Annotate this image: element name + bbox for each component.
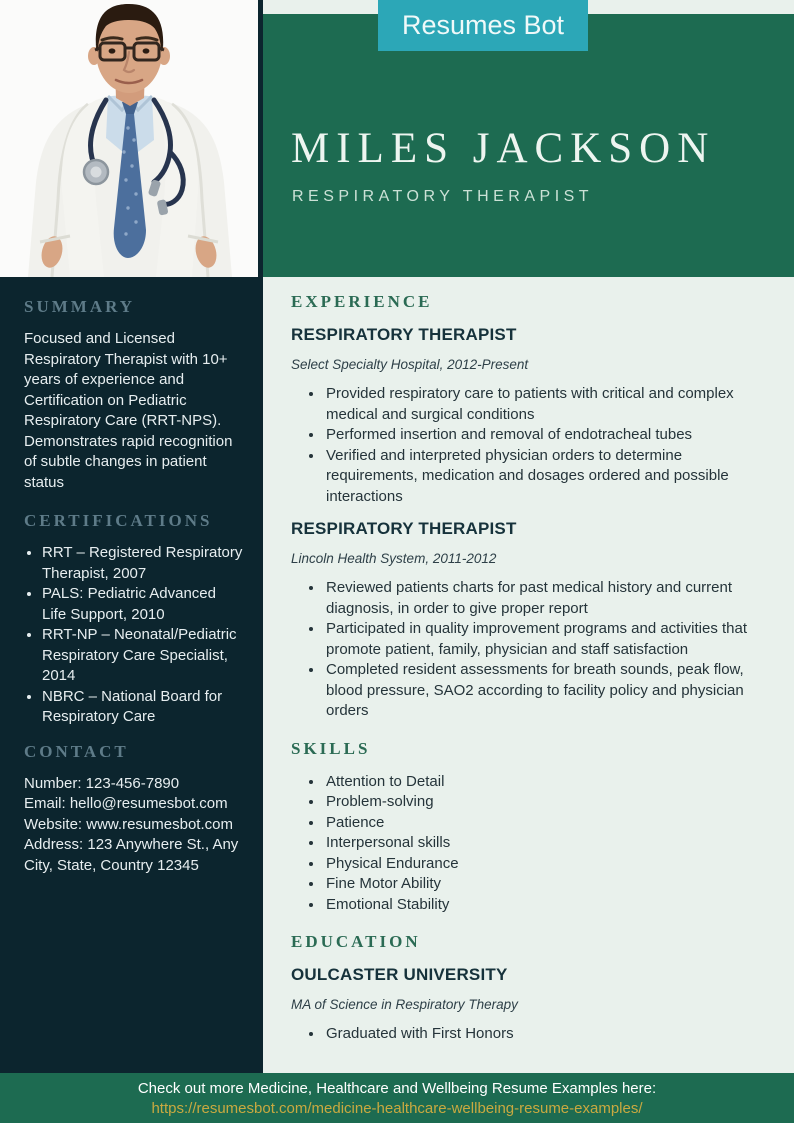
skills-heading: SKILLS: [291, 738, 371, 758]
job-bullets: [291, 578, 764, 722]
doctor-photo: [0, 0, 258, 277]
job-title: RESPIRATORY THERAPIST: [291, 519, 517, 538]
skill-item: • Emotional Stability: [324, 895, 764, 916]
job-meta: Lincoln Health System, 2011-2012: [291, 551, 497, 566]
job-title: RESPIRATORY THERAPIST: [291, 325, 517, 344]
certification-item: • NBRC – National Board for Respiratory Care: [42, 687, 243, 728]
main-column: [263, 0, 794, 1073]
summary-text: Focused and Licensed Respiratory Therapist with 10+ years of experience and Certification on Pediatric Respiratory Care (RRT-NPS). Demonstrates rapid recognition of subtle changes in patient status: [24, 330, 233, 491]
footer-text: Check out more Medicine, Healthcare and Wellbeing Resume Examples here:: [137, 1080, 657, 1097]
skills-list: [291, 772, 764, 916]
footer-link[interactable]: https://resumesbot.com/medicine-healthcare-wellbeing-resume-examples/: [151, 1100, 643, 1117]
skill-item: • Patience: [324, 813, 764, 834]
job-meta: Select Specialty Hospital, 2012-Present: [291, 357, 529, 372]
certifications-list: [24, 543, 243, 728]
sidebar-content: [0, 277, 263, 1073]
job-bullet: • Provided respiratory care to patients with critical and complex medical and surgical conditions: [324, 384, 764, 425]
education-bullets: [291, 1024, 764, 1045]
skill-item: • Interpersonal skills: [324, 833, 764, 854]
contact-line: Website: www.resumesbot.com: [24, 815, 233, 833]
contact-line: Email: hello@resumesbot.com: [24, 795, 228, 812]
certifications-heading: CERTIFICATIONS: [24, 511, 213, 530]
job-bullet: • Reviewed patients charts for past medical history and current diagnosis, in order to give proper report: [324, 578, 764, 619]
school-name: OULCASTER UNIVERSITY: [291, 965, 508, 984]
doctor-photo-illustration: [0, 0, 258, 277]
job-bullet: • Verified and interpreted physician orders to determine requirements, medication and dosages ordered and possible interactions: [324, 446, 764, 508]
resumes-bot-banner: Resumes Bot: [378, 0, 588, 51]
education-heading: EDUCATION: [291, 932, 421, 951]
candidate-title: RESPIRATORY THERAPIST: [292, 188, 594, 205]
skill-item: • Attention to Detail: [324, 772, 764, 793]
contact-line: Address: 123 Anywhere St., Any City, State, Country 12345: [24, 836, 239, 874]
education-bullet: • Graduated with First Honors: [324, 1024, 764, 1045]
experience-heading: EXPERIENCE: [291, 292, 433, 311]
sidebar: [0, 0, 263, 1073]
summary-heading: SUMMARY: [24, 297, 136, 316]
degree: MA of Science in Respiratory Therapy: [291, 997, 518, 1012]
contact-heading: CONTACT: [24, 741, 129, 761]
header-band: [263, 10, 794, 277]
job-bullet: • Participated in quality improvement programs and activities that promote patient, family, physician and staff satisfaction: [324, 619, 764, 660]
contact-lines: [24, 774, 243, 877]
contact-line: Number: 123-456-7890: [24, 774, 180, 792]
job-bullets: [291, 384, 764, 507]
certification-item: • RRT-NP – Neonatal/Pediatric Respiratory Care Specialist, 2014: [42, 625, 243, 687]
skill-item: • Problem-solving: [324, 792, 764, 813]
skill-item: • Physical Endurance: [324, 854, 764, 875]
certification-item: • PALS: Pediatric Advanced Life Support, 2010: [42, 584, 243, 625]
job-bullet: • Completed resident assessments for breath sounds, peak flow, blood pressure, SAO2 according to facility policy and physician orders: [324, 660, 764, 722]
skill-item: • Fine Motor Ability: [324, 874, 764, 895]
certification-item: • RRT – Registered Respiratory Therapist, 2007: [42, 543, 243, 584]
main-content: [263, 277, 794, 1073]
footer-band: [0, 1073, 794, 1123]
job-bullet: • Performed insertion and removal of endotracheal tubes: [324, 425, 764, 446]
candidate-name: MILES JACKSON: [291, 125, 716, 172]
